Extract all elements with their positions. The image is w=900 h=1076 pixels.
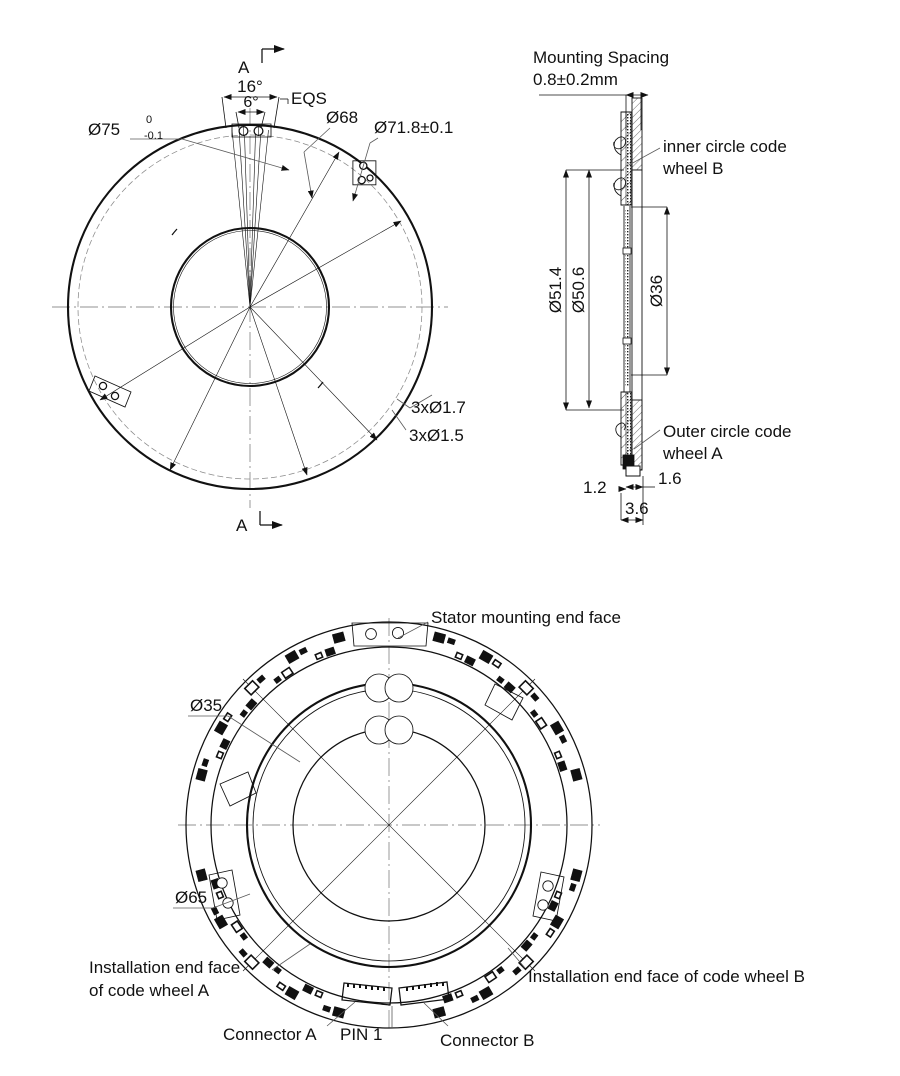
bottom-left-hole-1 <box>217 878 227 888</box>
mounting-spacing-value: 0.8±0.2mm <box>533 70 618 89</box>
thickness-1-6-label: 1.6 <box>658 469 682 488</box>
dia-75-label: Ø75 <box>88 120 121 139</box>
code-wheel-b-laminate <box>626 112 631 205</box>
inner-wheel-b-line2: wheel B <box>663 159 724 178</box>
stator-face-label: Stator mounting end face <box>431 608 621 627</box>
thickness-3-6-label: 3.6 <box>625 499 649 518</box>
dia-68-label: Ø68 <box>326 108 359 127</box>
smd-pad <box>216 891 223 898</box>
flange-upper-hatched <box>632 98 642 170</box>
angle-6-label: 6° <box>243 94 259 111</box>
install-a-line1: Installation end face <box>89 958 241 977</box>
left-hole-2 <box>111 392 118 399</box>
hole-1-5-label: 3xØ1.5 <box>409 426 464 445</box>
bottom-mount-hole-2 <box>392 627 403 638</box>
smd-pad <box>555 751 562 758</box>
bottom-mount-hole-1 <box>366 629 377 640</box>
pin-1-label: PIN 1 <box>340 1025 383 1044</box>
smd-pad <box>455 991 462 998</box>
rotor-detail-1 <box>623 248 631 254</box>
dia-65-label: Ø65 <box>175 888 208 907</box>
smd-pad <box>455 652 462 659</box>
left-hole-1 <box>99 382 106 389</box>
smd-pad <box>315 991 322 998</box>
rotor-code-pattern <box>625 210 630 386</box>
mounting-spacing-title: Mounting Spacing <box>533 48 670 67</box>
section-label-a-bottom: A <box>236 516 248 535</box>
pocket-2b <box>385 716 413 744</box>
section-label-a-top: A <box>238 58 250 77</box>
rotor-detail-2 <box>623 338 631 344</box>
pocket-1b <box>385 674 413 702</box>
smd-pad <box>216 751 223 758</box>
dia-75-tol-upper: 0 <box>146 114 153 126</box>
hole-1-7-label: 3xØ1.7 <box>411 398 466 417</box>
bottom-right-hole-2 <box>538 900 548 910</box>
outer-wheel-a-line1: Outer circle code <box>663 422 792 441</box>
connector-shell <box>626 466 640 476</box>
dia-51-4-label: Ø51.4 <box>546 266 565 314</box>
dia-50-6-label: Ø50.6 <box>569 266 588 314</box>
connector-a-label: Connector A <box>223 1025 317 1044</box>
inner-wheel-b-line1: inner circle code <box>663 137 787 156</box>
install-a-line2: of code wheel A <box>89 981 210 1000</box>
dia-36-label: Ø36 <box>647 274 666 308</box>
smd-pad <box>315 652 322 659</box>
outer-wheel-a-line2: wheel A <box>663 444 723 463</box>
connector-b-label: Connector B <box>440 1031 535 1050</box>
thickness-1-2-label: 1.2 <box>583 478 607 497</box>
dia-35-label: Ø35 <box>190 696 223 715</box>
install-b-label: Installation end face of code wheel B <box>528 967 805 986</box>
eqs-label: EQS <box>291 89 327 108</box>
bottom-right-hole-1 <box>543 881 553 891</box>
angle-16-label: 16° <box>237 77 263 96</box>
bottom-left-hole-2 <box>223 898 233 908</box>
dia-71-8-label: Ø71.8±0.1 <box>374 118 454 137</box>
dia-75-tol-lower: -0.1 <box>144 130 163 142</box>
